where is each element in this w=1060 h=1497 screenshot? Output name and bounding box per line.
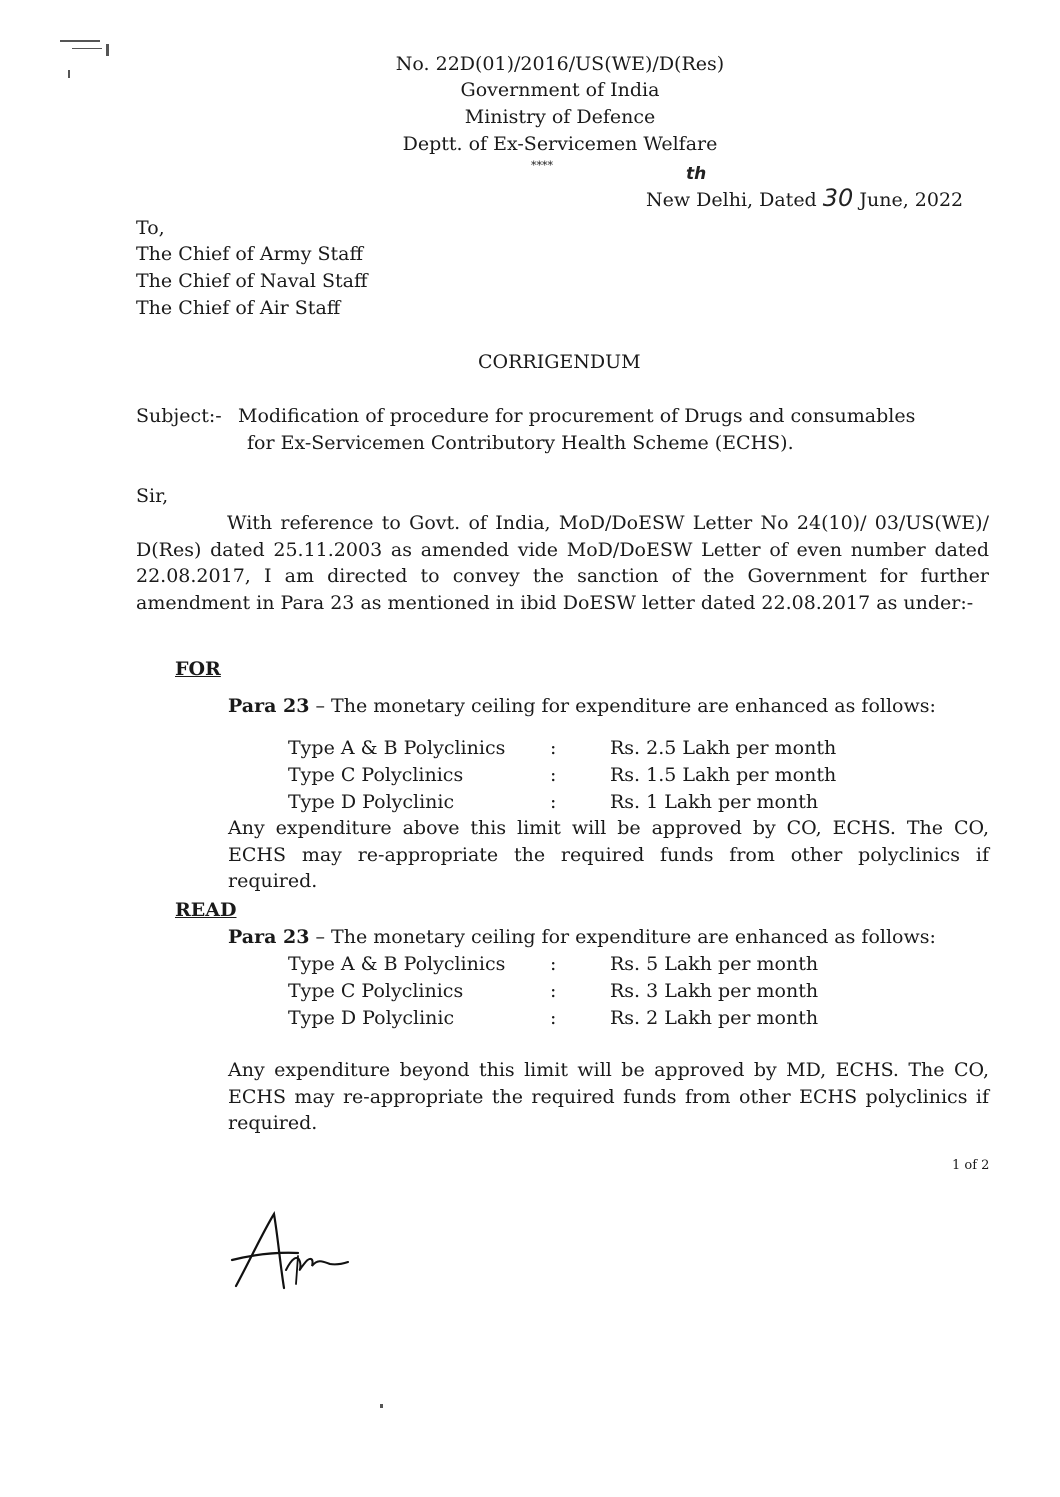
ceiling-amount: Rs. 1 Lakh per month [610, 791, 819, 813]
subject-label: Subject:- [136, 405, 222, 427]
ceiling-amount: Rs. 5 Lakh per month [610, 953, 819, 975]
separator: : [550, 1007, 557, 1029]
read-note: Any expenditure beyond this limit will be approved by MD, ECHS. The CO, ECHS may re-appropriate the required funds from other ECHS polyclinics if required. [228, 1059, 989, 1134]
read-ceiling-table [288, 951, 818, 1032]
date-suffix-handwritten: th [686, 164, 707, 184]
table-row [288, 789, 836, 816]
table-row [288, 735, 836, 762]
separator: : [550, 980, 557, 1002]
scan-speck [72, 48, 102, 49]
separator: : [550, 791, 557, 813]
addressee-line: The Chief of Naval Staff [136, 270, 368, 292]
date-month-year: June, 2022 [859, 189, 964, 211]
for-ceiling-table [288, 735, 836, 816]
scan-speck [380, 1404, 383, 1408]
for-para-label: Para 23 [228, 695, 310, 717]
header-stars: **** [531, 159, 553, 172]
addressee-to: To, [136, 217, 165, 239]
signature [226, 1208, 356, 1298]
page-number: 1 of 2 [952, 1158, 990, 1173]
read-para-line [228, 925, 936, 949]
ceiling-amount: Rs. 2.5 Lakh per month [610, 737, 837, 759]
separator: : [550, 737, 557, 759]
subject-line: Modification of procedure for procurement of Drugs and consumables [238, 405, 916, 427]
ceiling-amount: Rs. 1.5 Lakh per month [610, 764, 837, 786]
date-day-handwritten: 30 [822, 184, 854, 212]
polyclinic-type: Type D Polyclinic [288, 791, 455, 813]
polyclinic-type: Type A & B Polyclinics [288, 953, 506, 975]
ceiling-amount: Rs. 3 Lakh per month [610, 980, 819, 1002]
department-line: Deptt. of Ex-Servicemen Welfare [402, 133, 718, 155]
body-paragraph: With reference to Govt. of India, MoD/DoESW Letter No 24(10)/ 03/US(WE)/ D(Res) dated 25.11.2003 as amended vide MoD/DoESW Letter of even number dated 22.08.2017, I am directed to convey the sanction of the Government for further amendment in Para 23 as mentioned in ibid DoESW letter dated 22.08.2017 as under:- [136, 512, 989, 614]
table-row [288, 951, 818, 978]
table-row [288, 1005, 818, 1032]
subject-line: for Ex-Servicemen Contributory Health Scheme (ECHS). [247, 432, 794, 454]
reference-number: No. 22D(01)/2016/US(WE)/D(Res) [395, 53, 725, 75]
read-para-text: – The monetary ceiling for expenditure are enhanced as follows: [309, 926, 936, 948]
read-heading: READ [175, 899, 237, 921]
date-prefix: New Delhi, Dated [646, 189, 817, 211]
addressee-line: The Chief of Air Staff [136, 297, 341, 319]
table-row [288, 762, 836, 789]
scan-speck [68, 70, 70, 78]
polyclinic-type: Type C Polyclinics [288, 980, 464, 1002]
addressee-line: The Chief of Army Staff [136, 243, 363, 265]
table-row [288, 978, 818, 1005]
for-note: Any expenditure above this limit will be approved by CO, ECHS. The CO, ECHS may re-appropriate the required funds from other polyclinics if required. [228, 817, 989, 892]
for-para-line [228, 694, 936, 718]
date-line [646, 186, 963, 212]
for-para-text: – The monetary ceiling for expenditure are enhanced as follows: [309, 695, 936, 717]
scan-speck [106, 44, 109, 56]
polyclinic-type: Type A & B Polyclinics [288, 737, 506, 759]
read-para-label: Para 23 [228, 926, 310, 948]
separator: : [550, 764, 557, 786]
separator: : [550, 953, 557, 975]
salutation: Sir, [136, 485, 169, 507]
for-heading: FOR [175, 658, 221, 680]
ceiling-amount: Rs. 2 Lakh per month [610, 1007, 819, 1029]
polyclinic-type: Type C Polyclinics [288, 764, 464, 786]
government-line: Government of India [460, 79, 660, 101]
polyclinic-type: Type D Polyclinic [288, 1007, 455, 1029]
scan-speck [60, 40, 100, 42]
document-title: CORRIGENDUM [478, 351, 641, 373]
ministry-line: Ministry of Defence [464, 106, 656, 128]
